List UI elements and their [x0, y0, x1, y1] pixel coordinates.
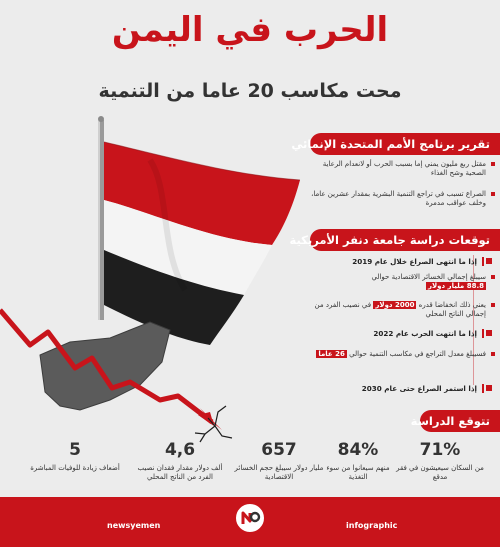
- undp-report-header: تقرير برنامج الأمم المتحدة الإنمائي: [310, 133, 500, 155]
- stat-malnutrition: [318, 440, 398, 483]
- undp-bullet-2: الصراع تسبب في تراجع التنمية البشرية بمقدار عشرين عاما، وخلف عواقب مدمرة: [311, 190, 486, 208]
- stat-deaths-label: أضعاف زيادة للوفيات المباشرة: [30, 464, 120, 472]
- scenario-2022: إذا ما انتهت الحرب عام 2022: [308, 329, 484, 338]
- stat-economic-losses: [232, 440, 326, 483]
- losses-text: سيبلغ إجمالي الخسائر الاقتصادية حوالي: [371, 273, 486, 281]
- denver-bullet-per-capita: [310, 301, 486, 320]
- denver-bullet-development: [310, 350, 486, 359]
- stat-poverty: [395, 440, 485, 483]
- footer-brand: newsyemen: [107, 521, 161, 530]
- stat-economic-losses-number: 657: [261, 440, 297, 460]
- stat-economic-losses-label: مليار دولار سيبلغ حجم الخسائر الاقتصادية: [234, 464, 324, 482]
- denver-bullet-losses: [310, 273, 486, 292]
- development-text: فسيبلغ معدل التراجع في مكاسب التنمية حوالي: [349, 350, 486, 358]
- per-capita-pre: يعني ذلك انخفاضا قدره: [418, 301, 486, 309]
- stat-deaths: [30, 440, 120, 473]
- development-value: 26 عاما: [318, 350, 345, 358]
- study-expectations-header: تتوقع الدراسة: [420, 410, 500, 432]
- page-subtitle: محت مكاسب 20 عاما من التنمية: [98, 80, 402, 102]
- footer-tag: infographic: [346, 521, 398, 530]
- per-capita-post: في نصيب الفرد من إجمالي الناتج المحلي: [314, 301, 486, 319]
- flag-illustration: [0, 100, 330, 460]
- brand-logo: [234, 502, 266, 534]
- losses-value: 88.8 مليار دولار: [427, 282, 484, 291]
- stat-poverty-number: 71%: [419, 440, 461, 460]
- stat-malnutrition-number: 84%: [337, 440, 379, 460]
- stat-malnutrition-label: منهم سيعانوا من سوء التغذية: [326, 464, 390, 482]
- stat-per-capita-loss-number: 4,6: [164, 440, 196, 460]
- scenario-2019: إذا ما انتهى الصراع خلال عام 2019: [308, 257, 484, 266]
- scenario-2030: إذا استمر الصراع حتى عام 2030: [308, 384, 484, 393]
- stat-per-capita-loss: [130, 440, 230, 483]
- denver-study-header: توقعات دراسة جامعة دنفر الأمريكية: [310, 229, 500, 251]
- stat-poverty-label: من السكان سيعيشون في فقر مدقع: [396, 464, 484, 482]
- per-capita-value: 2000 دولار: [375, 301, 415, 309]
- page-title: الحرب في اليمن: [111, 10, 389, 50]
- stat-deaths-number: 5: [69, 440, 81, 460]
- undp-bullet-1: مقتل ربع مليون يمني إما بسبب الحرب أو لانعدام الرعاية الصحية وشح الغذاء: [310, 160, 486, 179]
- stat-per-capita-loss-label: ألف دولار مقدار فقدان نصيب الفرد من الناتج المحلي: [137, 464, 223, 482]
